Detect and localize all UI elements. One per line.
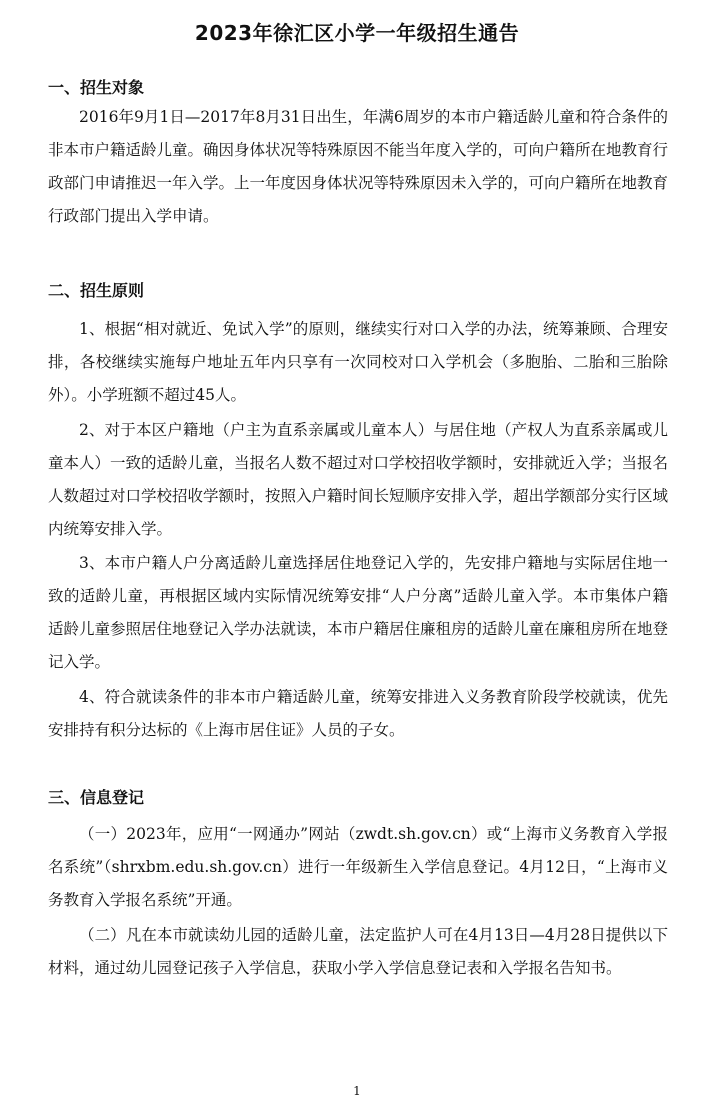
paragraph-principle-4: 4、符合就读条件的非本市户籍适龄儿童，统筹安排进入义务教育阶段学校就读，优先安排持有积分达标的《上海市居住证》人员的子女。 [48, 688, 668, 739]
paragraph-principle-2: 2、对于本区户籍地（户主为直系亲属或儿童本人）与居住地（产权人为直系亲属或儿童本人）一致的适龄儿童，当报名人数不超过对口学校招收学额时，安排就近入学；当报名人数超过对口学校招收学额时，按照入户籍时间长短顺序安排入学，超出学额部分实行区域内统筹安排入学。 [48, 421, 669, 538]
page-number: 1 [353, 1084, 361, 1098]
paragraph-principle-3: 3、本市户籍人户分离适龄儿童选择居住地登记入学的，先安排户籍地与实际居住地一致的适龄儿童，再根据区域内实际情况统筹安排“人户分离”适龄儿童入学。本市集体户籍适龄儿童参照居住地登记入学办法就读，本市户籍居住廉租房的适龄儿童在廉租房所在地登记入学。 [48, 554, 669, 671]
paragraph-admission-target: 2016年9月1日—2017年8月31日出生，年满6周岁的本市户籍适龄儿童和符合条件的非本市户籍适龄儿童。确因身体状况等特殊原因不能当年度入学的，可向户籍所在地教育行政部门申请推迟一年入学。上一年度因身体状况等特殊原因未入学的，可向户籍所在地教育行政部门提出入学申请。 [48, 108, 669, 225]
section-heading-admission-target: 一、招生对象 [48, 78, 145, 97]
section-heading-info-registration: 三、信息登记 [48, 788, 145, 807]
document-title: 2023年徐汇区小学一年级招生通告 [194, 21, 520, 45]
paragraph-principle-1: 1、根据“相对就近、免试入学”的原则，继续实行对口入学的办法，统筹兼顾、合理安排，各校继续实施每户地址五年内只享有一次同校对口入学机会（多胞胎、二胎和三胎除外）。小学班额不超过45人。 [48, 320, 668, 404]
paragraph-registration-2: （二）凡在本市就读幼儿园的适龄儿童，法定监护人可在4月13日—4月28日提供以下材料，通过幼儿园登记孩子入学信息，获取小学入学信息登记表和入学报名告知书。 [48, 926, 668, 977]
paragraph-registration-1: （一）2023年，应用“一网通办”网站（zwdt.sh.gov.cn）或“上海市义务教育入学报名系统”（shrxbm.edu.sh.gov.cn）进行一年级新生入学信息登记。4月12日，“上海市义务教育入学报名系统”开通。 [48, 825, 668, 909]
section-heading-admission-principles: 二、招生原则 [48, 281, 145, 300]
